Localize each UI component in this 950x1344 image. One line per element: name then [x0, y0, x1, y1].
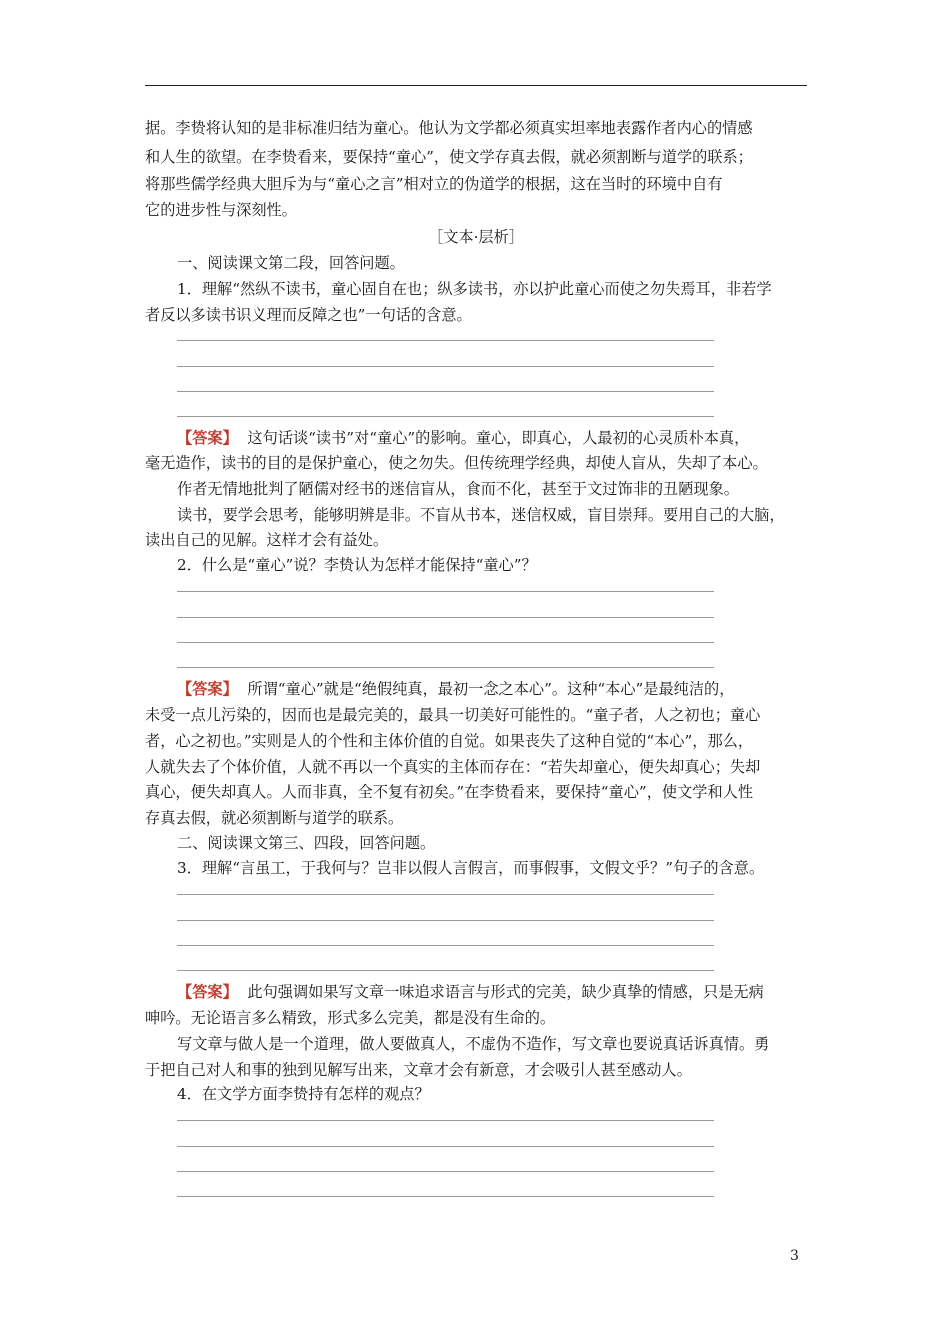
answer-blank-line[interactable] — [177, 945, 714, 946]
page-number: 3 — [790, 1248, 799, 1264]
answer-blank-line[interactable] — [177, 1120, 714, 1121]
answer-1-line-1 — [177, 426, 807, 451]
answer-blank-line[interactable] — [177, 642, 714, 643]
question-2: 2．什么是“童心”说？李贽认为怎样才能保持“童心”？ — [177, 556, 537, 574]
section-title: ［文本·层析］ — [428, 228, 524, 246]
answer-blank-line[interactable] — [177, 391, 714, 392]
intro-line-1: 据。李贽将认知的是非标准归结为童心。他认为文学都必须真实坦率地表露作者内心的情感 — [145, 119, 753, 137]
answer-blank-line[interactable] — [177, 366, 714, 367]
answer-1-line-3: 作者无情地批判了陋儒对经书的迷信盲从，食而不化，甚至于文过饰非的丑陋现象。 — [177, 480, 739, 498]
intro-line-2: 和人生的欲望。在李贽看来，要保持“童心”，使文学存真去假，就必须割断与道学的联系； — [145, 148, 753, 166]
header-rule — [145, 85, 807, 86]
answer-blank-line[interactable] — [177, 920, 714, 921]
answer-blank-line[interactable] — [177, 591, 714, 592]
answer-1-line-2: 毫无造作，读书的目的是保护童心，使之勿失。但传统理学经典，却使人盲从，失却了本心。 — [145, 454, 768, 472]
answer-label: 【答案】 — [177, 429, 238, 447]
question-4: 4．在文学方面李贽持有怎样的观点？ — [177, 1085, 430, 1103]
answer-2-line-1 — [177, 677, 807, 702]
answer-blank-line[interactable] — [177, 617, 714, 618]
answer-3-line-3: 写文章与做人是一个道理，做人要做真人，不虚伪不造作，写文章也要说真话诉真情。勇 — [177, 1035, 770, 1053]
answer-blank-line[interactable] — [177, 1196, 714, 1197]
answer-blank-line[interactable] — [177, 894, 714, 895]
answer-blank-line[interactable] — [177, 340, 714, 341]
question-1-line-1: 1．理解“然纵不读书，童心固自在也；纵多读书，亦以护此童心而使之勿失焉耳，非若学 — [177, 280, 772, 298]
question-1-line-2: 者反以多读书识义理而反障之也”一句话的含意。 — [145, 306, 472, 324]
answer-2-line-4: 人就失去了个体价值，人就不再以一个真实的主体而存在：“若失却童心，便失却真心；失却 — [145, 758, 761, 776]
answer-2-line-3: 者，心之初也。”实则是人的个性和主体价值的自觉。如果丧失了这种自觉的“本心”，那么， — [145, 732, 754, 750]
answer-1-text: 这句话谈“读书”对“童心”的影响。童心，即真心，人最初的心灵质朴本真， — [247, 429, 750, 447]
answer-2-line-5: 真心，便失却真人。人而非真，全不复有初矣。”在李贽看来，要保持“童心”，使文学和人性 — [145, 783, 754, 801]
answer-label: 【答案】 — [177, 983, 238, 1001]
answer-1-line-4: 读书，要学会思考，能够明辨是非。不盲从书本，迷信权威，盲目崇拜。要用自己的大脑， — [177, 506, 785, 524]
answer-3-line-2: 呻吟。无论语言多么精致，形式多么完美，都是没有生命的。 — [145, 1009, 556, 1027]
answer-3-text: 此句强调如果写文章一味追求语言与形式的完美，缺少真挚的情感，只是无病 — [247, 983, 764, 1001]
answer-1-line-5: 读出自己的见解。这样才会有益处。 — [145, 531, 388, 549]
answer-3-line-4: 于把自己对人和事的独到见解写出来，文章才会有新意，才会吸引人甚至感动人。 — [145, 1061, 692, 1079]
answer-blank-line[interactable] — [177, 416, 714, 417]
answer-blank-line[interactable] — [177, 1146, 714, 1147]
answer-2-text: 所谓“童心”就是“绝假纯真，最初一念之本心”。这种“本心”是最纯洁的， — [247, 680, 735, 698]
answer-2-line-6: 存真去假，就必须割断与道学的联系。 — [145, 809, 404, 827]
intro-line-4: 它的进步性与深刻性。 — [145, 201, 297, 219]
answer-blank-line[interactable] — [177, 1171, 714, 1172]
question-3: 3．理解“言虽工，于我何与？岂非以假人言假言，而事假事，文假文乎？”句子的含意。 — [177, 859, 765, 877]
answer-label: 【答案】 — [177, 680, 238, 698]
answer-3-line-1 — [177, 980, 807, 1005]
answer-blank-line[interactable] — [177, 667, 714, 668]
part-1-heading: 一、阅读课文第二段，回答问题。 — [177, 254, 405, 272]
answer-blank-line[interactable] — [177, 970, 714, 971]
answer-2-line-2: 未受一点儿污染的，因而也是最完美的，最具一切美好可能性的。“童子者，人之初也；童心 — [145, 706, 761, 724]
part-2-heading: 二、阅读课文第三、四段，回答问题。 — [177, 834, 436, 852]
intro-line-3: 将那些儒学经典大胆斥为与“童心之言”相对立的伪道学的根据，这在当时的环境中自有 — [145, 175, 723, 193]
